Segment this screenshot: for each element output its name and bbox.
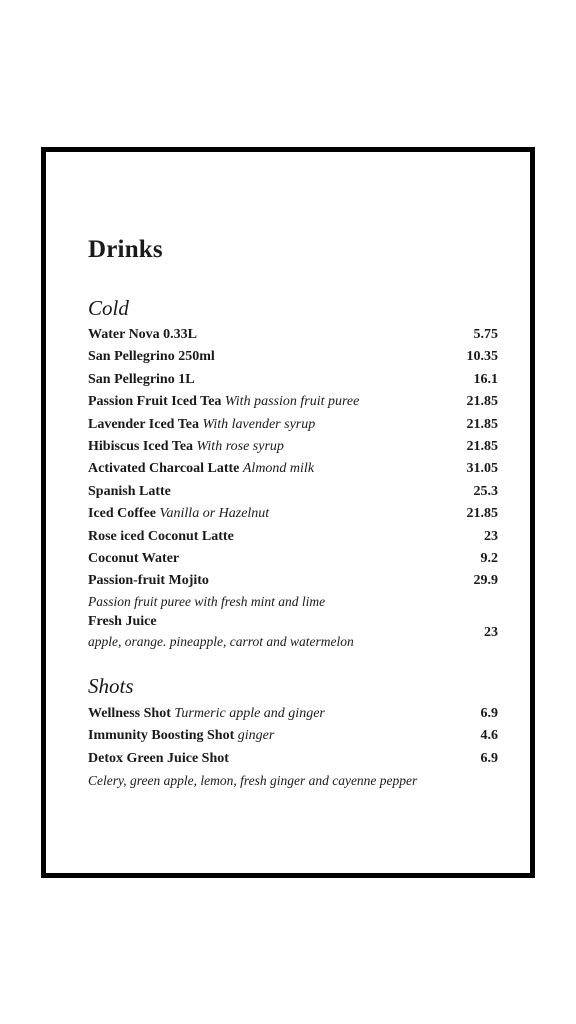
menu-item [88,324,498,346]
menu-item [88,414,498,436]
item-name: Rose iced Coconut Latte [88,528,234,544]
item-name: San Pellegrino 1L [88,371,195,387]
item-price: 21.85 [466,416,498,432]
item-price: 4.6 [480,728,498,744]
item-description: apple, orange. pineapple, carrot and watermelon [88,634,354,650]
section-heading-cold: Cold [88,296,129,320]
item-price: 10.35 [466,349,498,365]
item-price: 6.9 [480,706,498,721]
item-name: Iced Coffee [88,506,157,522]
item-price: 21.85 [466,394,498,410]
item-description: With lavender syrup [202,416,316,432]
menu-item [88,503,498,525]
item-name: Detox Green Juice Shot [88,750,229,766]
menu-card [41,147,535,878]
item-price: 21.85 [466,506,498,522]
item-name: Spanish Latte [88,483,171,499]
shots-list [88,703,498,792]
item-price: 29.9 [473,573,498,589]
item-name: Coconut Water [88,551,180,567]
menu-item [88,391,498,413]
item-name: Activated Charcoal Latte [88,461,240,477]
item-name: Hibiscus Iced Tea [88,439,194,455]
item-name: Fresh Juice [88,613,157,629]
shots-ingredients-note: Celery, green apple, lemon, fresh ginger and cayenne pepper [88,773,418,789]
menu-item [88,436,498,458]
item-price: 16.1 [473,371,498,387]
item-name: Lavender Iced Tea [88,416,199,432]
menu-item [88,346,498,368]
menu-item [88,369,498,391]
menu-item [88,570,498,610]
item-description: With passion fruit puree [224,394,360,410]
menu-item [88,548,498,570]
item-price: 23 [484,624,498,640]
item-price: 31.05 [466,461,498,477]
menu-title: Drinks [88,236,163,263]
item-name: San Pellegrino 250ml [88,349,215,365]
item-name: Passion Fruit Iced Tea [88,394,222,410]
menu-item [88,611,498,651]
item-price: 5.75 [473,327,498,342]
item-description: Vanilla or Hazelnut [159,506,270,522]
menu-item [88,703,498,725]
item-description: Almond milk [242,461,315,477]
item-price: 9.2 [480,551,498,567]
item-price: 21.85 [466,439,498,455]
item-description: Turmeric apple and ginger [174,706,325,721]
menu-item [88,458,498,480]
item-price: 23 [484,528,498,544]
menu-item [88,481,498,503]
cold-drinks-list [88,324,498,651]
item-name: Wellness Shot [88,706,171,721]
item-name: Passion-fruit Mojito [88,573,209,589]
menu-item [88,526,498,548]
menu-item [88,725,498,747]
item-price: 6.9 [480,750,498,766]
item-description: Passion fruit puree with fresh mint and lime [88,593,326,609]
item-description: ginger [237,728,275,744]
item-price: 25.3 [473,483,498,499]
item-name: Immunity Boosting Shot [88,728,235,744]
item-description: With rose syrup [196,439,284,455]
item-name: Water Nova 0.33L [88,327,198,342]
section-heading-shots: Shots [88,674,134,698]
menu-item [88,748,498,770]
